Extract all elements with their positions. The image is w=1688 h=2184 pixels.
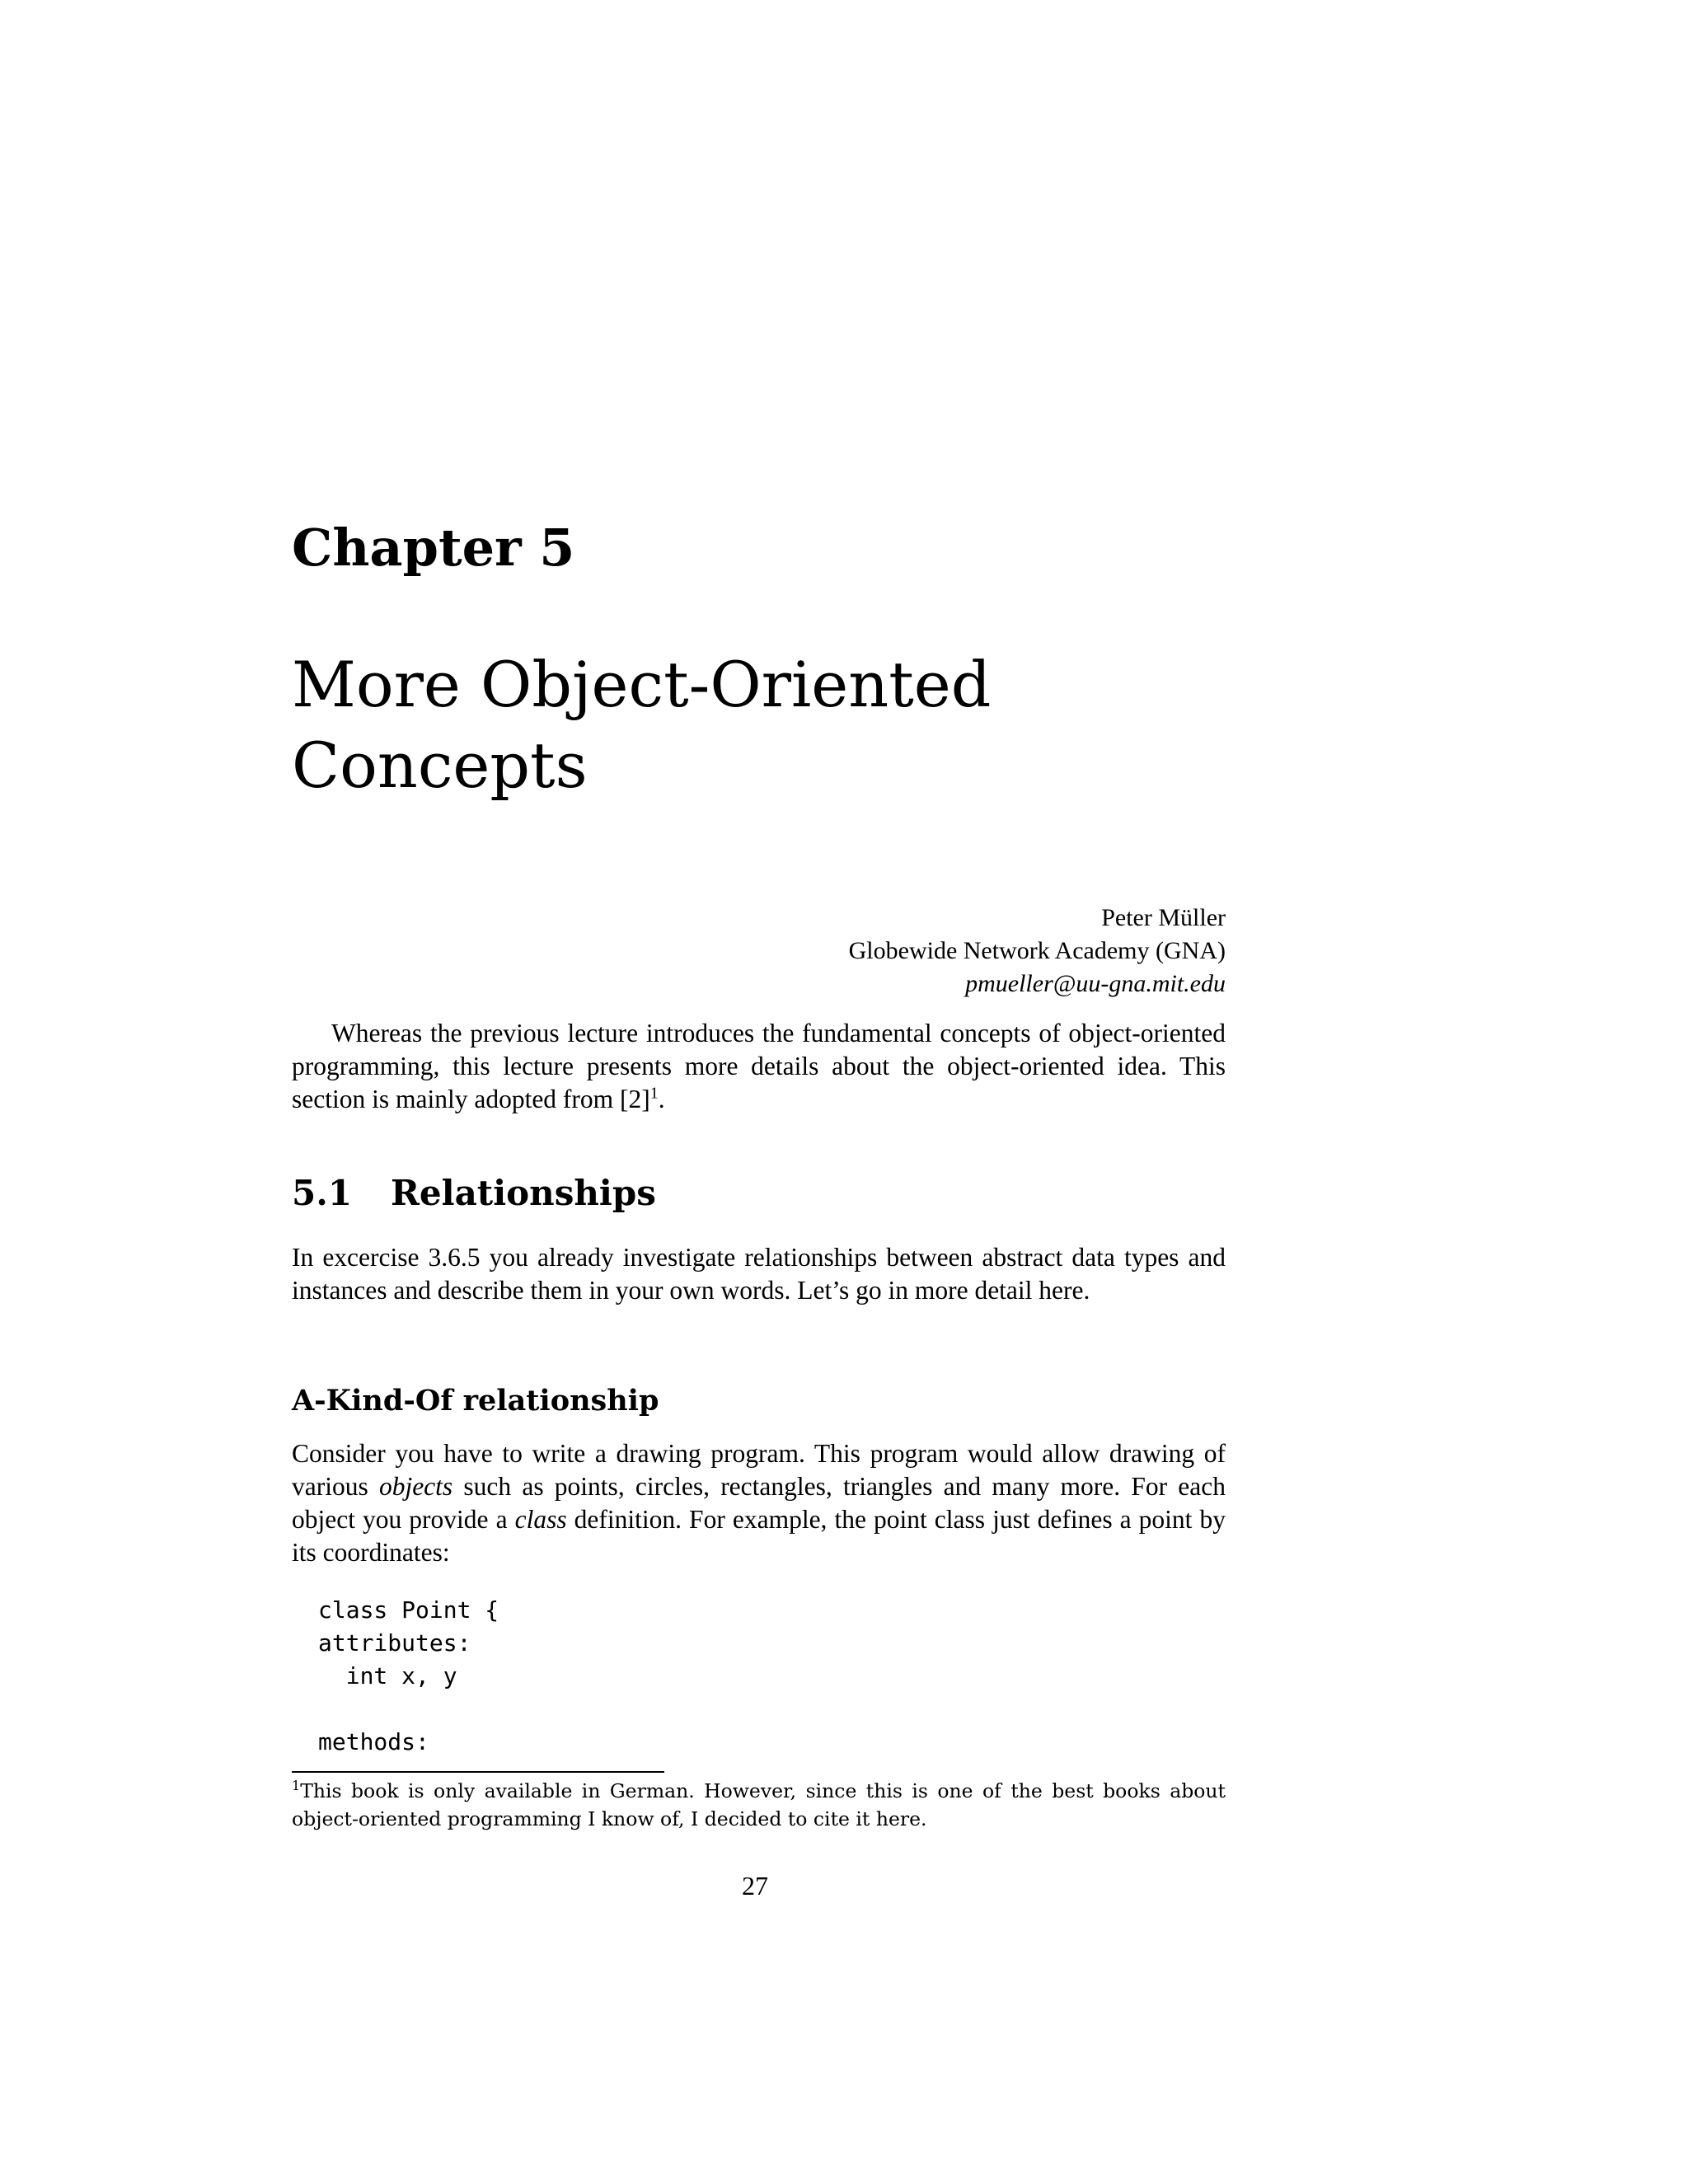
code-block (318, 1594, 499, 1759)
akindof-text-2: such as points, circles, rectangles, triangles and many more. For each object you provide a (292, 1472, 1226, 1534)
akindof-emphasis-objects: objects (378, 1472, 453, 1501)
code-line: int x, y (318, 1662, 457, 1690)
intro-text: Whereas the previous lecture introduces the fundamental concepts of object-oriented programming, this lecture presents more details about the object-oriented idea. This section is mainly adopted from [2] (292, 1019, 1226, 1113)
section-title: Relationships (391, 1173, 656, 1213)
relationships-paragraph (292, 1241, 1226, 1307)
chapter-title-line-1: More Object-Oriented (292, 648, 992, 721)
subsection-heading: A-Kind-Of relationship (292, 1384, 659, 1418)
code-line: methods: (318, 1728, 429, 1755)
author-email: pmueller@uu-gna.mit.edu (965, 970, 1226, 997)
akindof-paragraph (292, 1437, 1226, 1569)
footnote (292, 1777, 1226, 1833)
footnote-text: This book is only available in German. However, since this is one of the best books about object-oriented programming I know of, I decided to cite it here. (292, 1779, 1226, 1830)
author-affiliation: Globewide Network Academy (GNA) (848, 937, 1226, 964)
akindof-text-3: definition. For example, the point class just defines a point by its coordinates: (292, 1505, 1226, 1567)
author-name: Peter Müller (1101, 904, 1226, 931)
footnote-rule (292, 1771, 664, 1773)
chapter-title-line-2: Concepts (292, 729, 588, 802)
page-number: 27 (742, 1871, 768, 1900)
section-number: 5.1 (292, 1173, 353, 1213)
code-line (318, 1693, 499, 1726)
author-block (849, 902, 1226, 1001)
akindof-text-1: Consider you have to write a drawing program. This program would allow drawing of various (292, 1439, 1226, 1501)
footnote-reference: 1 (649, 1084, 659, 1103)
relationships-text: In excercise 3.6.5 you already investigate relationships between abstract data types and instances and describe them in your own words. Let’s go in more detail here. (292, 1243, 1226, 1305)
code-line: class Point { (318, 1596, 499, 1624)
code-line: attributes: (318, 1629, 471, 1657)
footnote-mark: 1 (292, 1778, 301, 1794)
intro-paragraph (292, 1017, 1226, 1116)
section-heading (292, 1170, 656, 1216)
chapter-title (292, 644, 1322, 806)
intro-end: . (658, 1085, 665, 1113)
akindof-emphasis-class: class (514, 1505, 567, 1534)
chapter-label: Chapter 5 (292, 518, 575, 578)
